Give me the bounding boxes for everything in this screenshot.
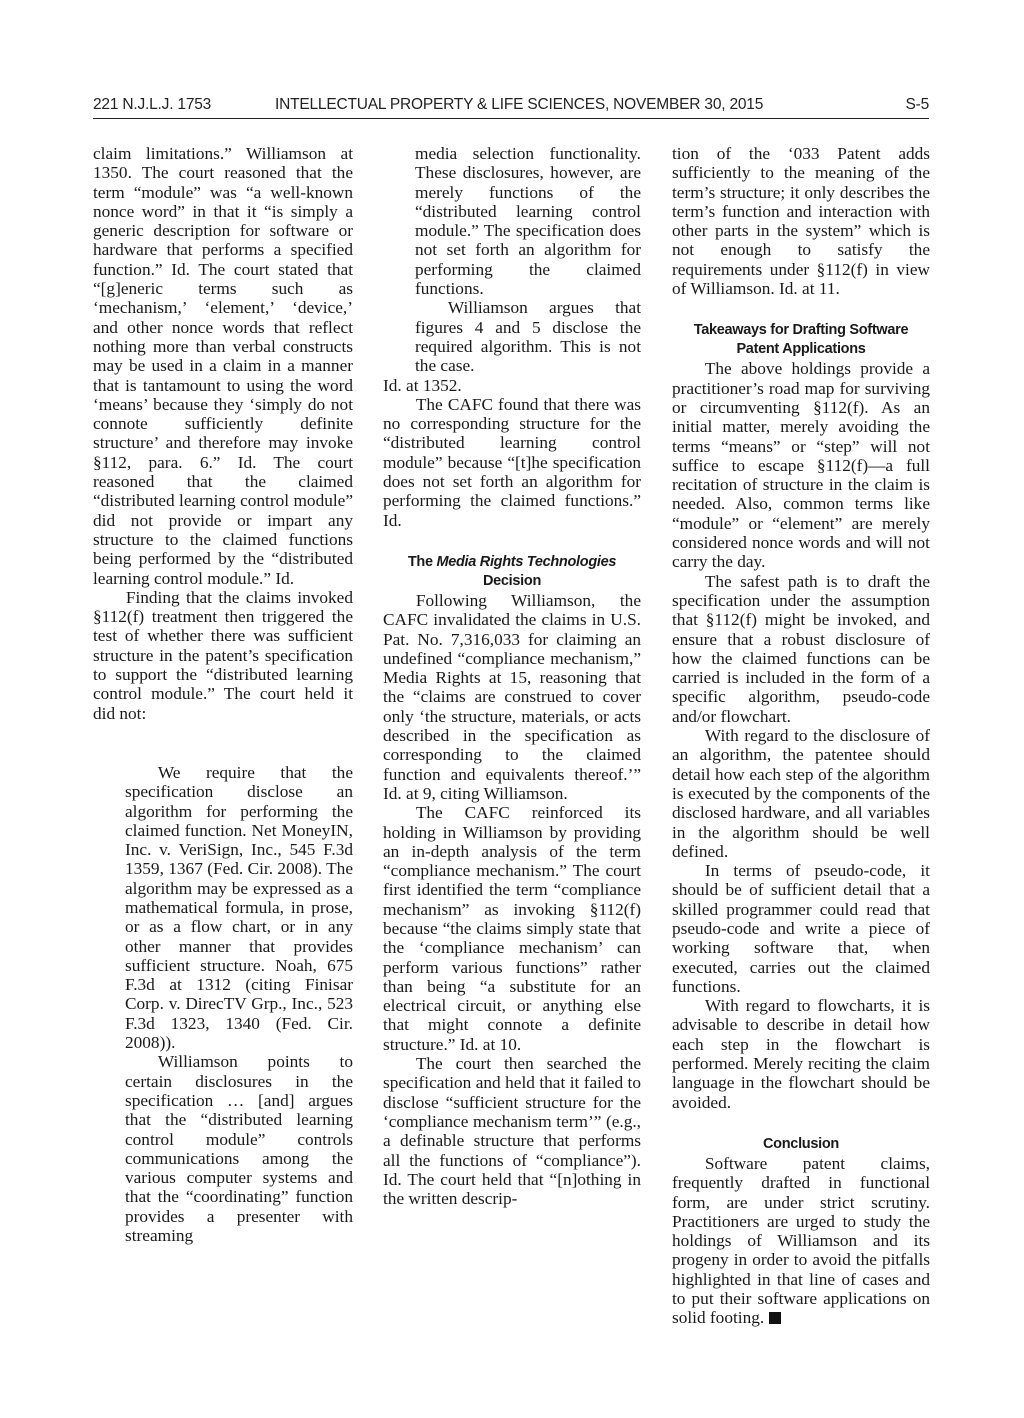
quote-paragraph: Williamson argues that figures 4 and 5 disclose the required algorithm. This is not the case. <box>415 298 641 376</box>
heading-text: Decision <box>482 572 542 589</box>
paragraph: Following Williamson, the CAFC invalidated the claims in U.S. Pat. No. 7,316,033 for claiming an undefined “compliance mechanism,” Media Rights at 15, reasoning that the “claims are construed to cover only ‘the structure, materials, or acts described in the specification as corresponding to the claimed function and equivalents thereof.’” Id. at 9, citing Williamson. <box>383 590 641 803</box>
end-mark-icon <box>769 1312 781 1324</box>
paragraph: The safest path is to draft the specification under the assumption that §112(f) might be invoked, and ensure that a robust disclosure of how the claimed functions can be carried is included in the form of a specific algorithm, pseudo-code and/or flowchart. <box>672 571 930 726</box>
paragraph: claim limitations.” Williamson at 1350. The court reasoned that the term “module” was “a well-known nonce word” in that it “is simply a generic description for software or hardware that performs a specified function.” Id. The court stated that “[g]eneric terms such as ‘mechanism,’ ‘element,’ ‘device,’ and other nonce words that reflect nothing more than verbal constructs may be used in a claim in a manner that is tantamount to using the word ‘means’ because they ‘simply do not connote sufficiently definite structure’ and therefore may invoke §112, para. 6.” Id. The court reasoned that the claimed “distributed learning control module” did not provide or impart any structure to the claimed functions being performed by the “distributed learning control module.” Id. <box>93 144 353 588</box>
section-heading-conclusion: Conclusion <box>763 1135 839 1152</box>
section-heading-takeaways <box>672 321 930 359</box>
column-2 <box>383 144 641 1208</box>
citation-id: Id. at 1352. <box>383 375 462 395</box>
paragraph: tion of the ‘033 Patent adds sufficiently to the meaning of the term’s structure; it only describes the term’s function and interaction with other parts in the system” which is not enough to satisfy the requirements under §112(f) in view of Williamson. Id. at 11. <box>672 144 930 299</box>
header-rule <box>93 118 929 119</box>
paragraph: The above holdings provide a practitioner’s road map for surviving or circumventing §112(f). As an initial matter, merely avoiding the terms “means” or “step” will not suffice to escape §112(f)—a full recitation of structure in the claim is needed. Also, common terms like “module” or “element” are merely considered nonce words and will not carry the day. <box>672 359 930 572</box>
quote-paragraph: Williamson points to certain disclosures in the specification … [and] argues that the “distributed learning control module” controls communications among the various computer systems and that the “coordinating” function provides a presenter with streaming <box>125 1052 353 1246</box>
block-quote <box>125 763 353 1245</box>
paragraph: The CAFC reinforced its holding in Williamson by providing an in-depth analysis of the term “compliance mechanism.” The court first identified the term “compliance mechanism” as invoking §112(f) because “the claims simply state that the ‘compliance mechanism’ can perform various functions” rather than being “a substitute for an electrical circuit, or anything else that might connote a definite structure.” Id. at 10. <box>383 803 641 1054</box>
paragraph: With regard to flowcharts, it is advisable to describe in detail how each step in the flowchart is performed. Merely reciting the claim language in the flowchart should be avoided. <box>672 996 930 1112</box>
paragraph: In terms of pseudo-code, it should be of sufficient detail that a skilled programmer could read that pseudo-code and write a piece of working software that, when executed, carries out the claimed functions. <box>672 861 930 996</box>
heading-text: Takeaways for Drafting Software <box>693 322 909 339</box>
column-1 <box>93 144 353 1245</box>
column-3 <box>672 144 930 1328</box>
paragraph <box>672 1154 930 1328</box>
section-heading-media-rights <box>383 553 641 591</box>
publication-title: INTELLECTUAL PROPERTY & LIFE SCIENCES, NOVEMBER 30, 2015 <box>275 96 764 113</box>
paragraph: The CAFC found that there was no corresponding structure for the “distributed learning control module” because “[t]he specification does not set forth an algorithm for performing the claimed functions.” Id. <box>383 394 641 530</box>
citation: 221 N.J.L.J. 1753 <box>93 96 212 113</box>
paragraph: The court then searched the specification and held that it failed to disclose “sufficient structure for the ‘compliance mechanism term’” (e.g., a definable structure that performs all the functions of “compliance”). Id. The court held that “[n]othing in the written descrip- <box>383 1054 641 1209</box>
conclusion-text: Software patent claims, frequently drafted in functional form, are under strict scrutiny. Practitioners are urged to study the holdings of Williamson and its progeny in order to avoid the pitfalls highlighted in that line of cases and to put their software applications on solid footing. <box>672 1153 930 1328</box>
quote-paragraph: media selection functionality. These disclosures, however, are merely functions of the “distributed learning control module.” The specification does not set forth an algorithm for performing the claimed functions. <box>415 144 641 299</box>
heading-italic: Media Rights Technologies <box>436 553 617 570</box>
heading-text: Patent Applications <box>736 341 866 358</box>
block-quote-continued <box>415 144 641 376</box>
heading-text: The <box>407 553 437 570</box>
page-number: S-5 <box>905 96 929 113</box>
paragraph: Finding that the claims invoked §112(f) treatment then triggered the test of whether there was sufficient structure in the patent’s specification to support the “distributed learning control module.” The court held it did not: <box>93 587 353 723</box>
paragraph: With regard to the disclosure of an algorithm, the patentee should detail how each step of the algorithm is executed by the components of the disclosed hardware, and all variables in the algorithm should be well defined. <box>672 726 930 861</box>
quote-paragraph: We require that the specification disclose an algorithm for performing the claimed function. Net MoneyIN, Inc. v. VeriSign, Inc., 545 F.3d 1359, 1367 (Fed. Cir. 2008). The algorithm may be expressed as a mathematical formula, in prose, or as a flow chart, or in any other manner that provides sufficient structure. Noah, 675 F.3d at 1312 (citing Finisar Corp. v. DirecTV Grp., Inc., 523 F.3d 1323, 1340 (Fed. Cir. 2008)). <box>125 762 353 1053</box>
